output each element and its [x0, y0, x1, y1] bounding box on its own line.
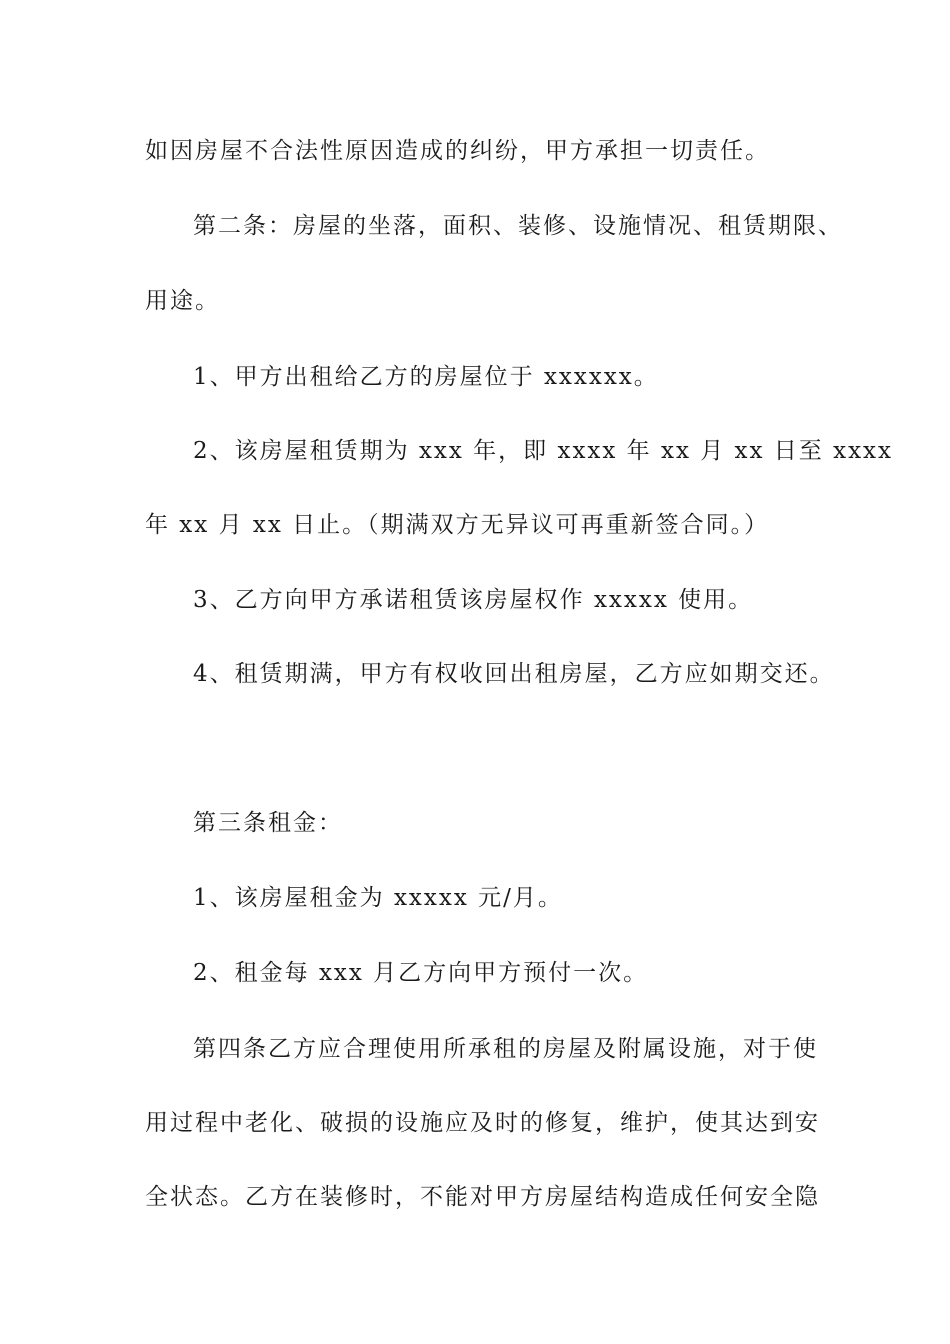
paragraph-line: 用过程中老化、破损的设施应及时的修复，维护，使其达到安	[145, 1110, 820, 1136]
clause-item: 2、该房屋租赁期为 xxx 年，即 xxxx 年 xx 月 xx 日至 xxxx	[193, 438, 894, 464]
clause-item: 2、租金每 xxx 月乙方向甲方预付一次。	[193, 960, 649, 986]
paragraph-line: 用途。	[145, 288, 220, 314]
paragraph-line: 全状态。乙方在装修时，不能对甲方房屋结构造成任何安全隐	[145, 1184, 820, 1210]
paragraph-line: 年 xx 月 xx 日止。（期满双方无异议可再重新签合同。）	[145, 512, 770, 538]
paragraph-line: 如因房屋不合法性原因造成的纠纷，甲方承担一切责任。	[145, 138, 770, 164]
clause-item: 1、该房屋租金为 xxxxx 元/月。	[193, 885, 563, 911]
clause-item: 3、乙方向甲方承诺租赁该房屋权作 xxxxx 使用。	[193, 587, 754, 613]
article-four-heading: 第四条乙方应合理使用所承租的房屋及附属设施，对于使	[193, 1036, 818, 1062]
article-two-heading: 第二条：房屋的坐落，面积、装修、设施情况、租赁期限、	[193, 213, 843, 239]
clause-item: 4、租赁期满，甲方有权收回出租房屋，乙方应如期交还。	[193, 661, 835, 687]
article-three-heading: 第三条租金：	[193, 810, 343, 836]
clause-item: 1、甲方出租给乙方的房屋位于 xxxxxx。	[193, 364, 659, 390]
